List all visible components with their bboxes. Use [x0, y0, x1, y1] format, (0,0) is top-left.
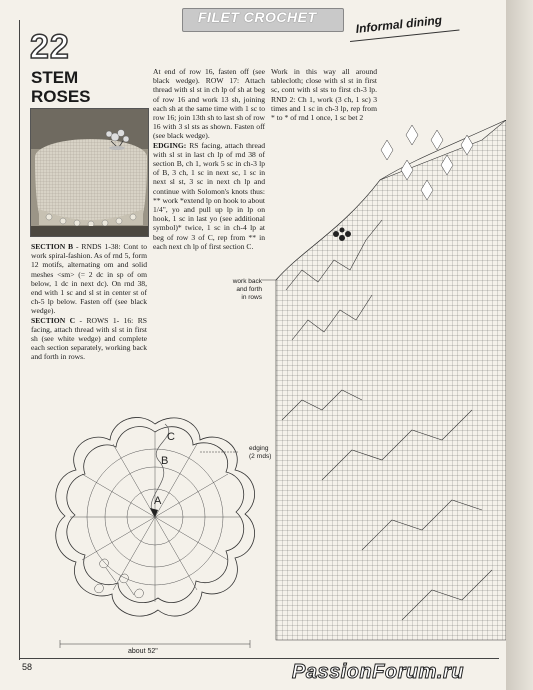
round-2-text: Work in this way all around tablecloth; close with sl st in first sc, cont with sl sts to first ch-3 lp. RND 2: Ch 1, work (3 ch, 1 sc) 3 times and 1 sc in ch-3 lp, rep from * to * of rnd 1 once, 1 sc bet 2 — [271, 67, 377, 123]
label-section-a: A — [154, 495, 162, 507]
section-c-heading: SECTION C — [31, 315, 76, 325]
instructions-column-2 — [153, 67, 265, 251]
label-section-c: C — [167, 431, 175, 443]
section-c-text: - ROWS 1- 16: RS facing, attach thread with sl st in first sh (see white wedge) and complete each section separately, working back and forth in rows. — [31, 315, 147, 362]
diameter-label: about 52" — [128, 648, 158, 655]
page-border-bottom — [19, 658, 499, 659]
category-label: Informal dining — [355, 12, 443, 36]
tablecloth-schematic — [50, 412, 260, 652]
page-number: 58 — [22, 662, 33, 672]
work-back-note: work back and forth in rows — [232, 278, 262, 301]
label-section-b: B — [161, 455, 169, 467]
pattern-number: 22 — [30, 28, 70, 66]
title-line-1: STEM — [31, 68, 79, 87]
page-border-left — [19, 20, 20, 660]
edging-rounds: (2 rnds) — [249, 453, 272, 460]
instructions-column-3 — [271, 67, 377, 122]
tablecloth-photo — [30, 108, 149, 237]
section-b-text: - RNDS 1-38: Cont to work spiral-fashion. As of rnd 5, form 12 motifs, alternating om and solid meshes <sm> (= 2 dc in sp of om below, 1 dc in next dc). On rnd 38, end with 1 sc and sl st in center st of ch-5 lp below. Fasten off (see black wedge). — [31, 242, 147, 316]
adjacent-page-edge — [506, 0, 533, 690]
edging-text: RS facing, attach thread with sl st in last ch lp of rnd 38 of section B, ch 1, work 5 sc in ch-3 lp of B, 3 ch, 1 sc in next sc, 1 sc in next sl st, 3 sc in next ch lp and continue with Solomon's knots thus: ** work *extend lp on hook to about 1/4", yo and pull up lp in lp on hook, 1 sc in last yo (see additional symbol)* twice, 1 sc in ch-4 lp at beg of row 3 of C, rep from ** in each next ch lp of first section C. — [153, 140, 265, 251]
edging-heading: EDGING: — [153, 140, 187, 150]
edging-label: edging — [249, 445, 269, 452]
title-line-2: ROSES — [31, 87, 91, 106]
filet-chart — [262, 120, 506, 650]
chart-grid — [276, 120, 506, 640]
row-17-text: At end of row 16, fasten off (see black wedge). ROW 17: Attach thread with sl st in ch lp of sh at beg of row 16 and work 13 sh, joining each sh at the same time with 1 sc to row 16; join 13th sh to last sh of row 16 with 3 sl sts as shown. Fasten off (see black wedge). — [153, 67, 266, 141]
section-b-heading: SECTION B — [31, 242, 74, 251]
watermark: PassionForum.ru — [292, 661, 464, 683]
section-header: FILET CROCHET — [198, 9, 317, 25]
pattern-title — [31, 68, 141, 106]
instructions-column-1 — [31, 242, 147, 362]
